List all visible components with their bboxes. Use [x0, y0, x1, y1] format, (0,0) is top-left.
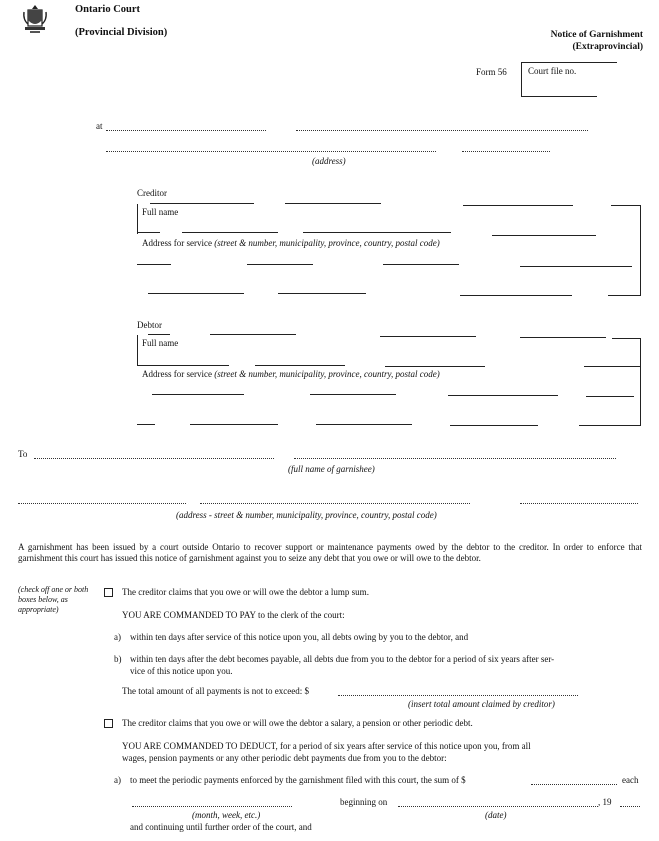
- creditor-rule: [608, 295, 641, 296]
- debtor-rule: [210, 334, 296, 335]
- lump-item-b-marker: b): [114, 654, 122, 664]
- debtor-rule: [520, 337, 606, 338]
- creditor-full-name-label: Full name: [142, 207, 179, 217]
- creditor-rule: [383, 264, 459, 265]
- creditor-rule: [611, 205, 641, 206]
- creditor-bracket-left: [137, 204, 138, 234]
- total-amount-label: The total amount of all payments is not to exceed: $: [122, 686, 309, 696]
- deduct-command-line1: YOU ARE COMMANDED TO DEDUCT, for a period of six years after service of this notice upon you, from all: [122, 741, 531, 751]
- garnishee-address-caption: (address - street & number, municipality, province, country, postal code): [176, 510, 437, 520]
- creditor-rule: [148, 293, 244, 294]
- garnishee-address-field[interactable]: [18, 503, 186, 504]
- date-caption: (date): [485, 810, 507, 820]
- creditor-rule: [520, 266, 632, 267]
- periodic-amount-field[interactable]: [531, 784, 617, 785]
- lump-item-a-marker: a): [114, 632, 121, 642]
- court-address-field-2[interactable]: [462, 151, 550, 152]
- court-division: (Provincial Division): [75, 27, 168, 38]
- creditor-rule: [463, 205, 573, 206]
- lump-item-b-line1: within ten days after the debt becomes payable, all debts due from you to the debtor for a period of six years after ser-: [130, 654, 555, 664]
- periodic-item-a-marker: a): [114, 775, 121, 785]
- debtor-heading: Debtor: [137, 320, 162, 330]
- court-location-field-2[interactable]: [296, 130, 588, 131]
- continuing-text: and continuing until further order of the court, and: [130, 822, 312, 832]
- debtor-rule: [380, 336, 476, 337]
- debtor-rule: [190, 424, 278, 425]
- court-file-box-top: [521, 62, 617, 63]
- total-amount-field[interactable]: [338, 695, 578, 696]
- creditor-address-label-main: Address for service: [142, 238, 212, 248]
- debtor-rule: [584, 366, 640, 367]
- debtor-rule: [448, 395, 558, 396]
- debtor-address-label-main: Address for service: [142, 369, 212, 379]
- debtor-full-name-field[interactable]: [137, 365, 229, 366]
- court-file-label: Court file no.: [528, 66, 577, 76]
- year-prefix: , 19: [598, 797, 612, 807]
- form-subtitle: (Extraprovincial): [572, 42, 643, 52]
- creditor-address-field[interactable]: [137, 264, 171, 265]
- creditor-address-label: [142, 238, 440, 249]
- court-file-box-bottom: [521, 96, 597, 97]
- periodic-debt-checkbox[interactable]: [104, 719, 113, 728]
- beginning-date-field[interactable]: [398, 806, 598, 807]
- lump-item-b-line2: vice of this notice upon you.: [130, 666, 233, 676]
- creditor-full-name-field[interactable]: [138, 232, 160, 233]
- each-label: each: [622, 775, 639, 785]
- court-address-field[interactable]: [106, 151, 436, 152]
- garnishee-name-caption: (full name of garnishee): [288, 464, 375, 474]
- debtor-address-label-detail: (street & number, municipality, province, country, postal code): [214, 369, 440, 379]
- creditor-heading: Creditor: [137, 188, 167, 198]
- lump-sum-checkbox[interactable]: [104, 588, 113, 597]
- garnishee-address-field-3[interactable]: [520, 503, 638, 504]
- debtor-rule: [385, 366, 485, 367]
- garnishee-name-field[interactable]: [34, 458, 274, 459]
- debtor-rule: [586, 396, 634, 397]
- periodic-item-a: to meet the periodic payments enforced by the garnishment filed with this court, the sum of $: [130, 775, 466, 785]
- garnishee-address-field-2[interactable]: [200, 503, 470, 504]
- debtor-rule: [255, 365, 345, 366]
- debtor-bracket-left: [137, 335, 138, 365]
- lump-sum-claim: The creditor claims that you owe or will owe the debtor a lump sum.: [122, 587, 369, 597]
- debtor-bracket-right: [640, 338, 641, 426]
- creditor-address-label-detail: (street & number, municipality, province, country, postal code): [214, 238, 440, 248]
- debtor-rule: [137, 424, 155, 425]
- form-number: Form 56: [476, 67, 507, 77]
- debtor-rule: [612, 338, 640, 339]
- deduct-command-line2: wages, pension payments or any other periodic debt payments due from you to the debtor:: [122, 753, 447, 763]
- court-file-box-left: [521, 62, 522, 96]
- total-amount-caption: (insert total amount claimed by creditor): [408, 699, 555, 709]
- lump-item-a: within ten days after service of this notice upon you, all debts owing by you to the debtor, and: [130, 632, 469, 642]
- at-label: at: [96, 121, 103, 131]
- garnishee-name-field-2[interactable]: [294, 458, 616, 459]
- address-caption: (address): [312, 156, 346, 166]
- beginning-label: beginning on: [340, 797, 388, 807]
- period-field[interactable]: [132, 806, 292, 807]
- debtor-address-label: [142, 369, 440, 380]
- creditor-rule: [247, 264, 313, 265]
- creditor-rule: [303, 232, 451, 233]
- intro-paragraph: A garnishment has been issued by a court outside Ontario to recover support or maintenance payments owed by the debtor to the creditor. In order to enforce that garnishment this court has issued this notice of garnishment against you to seize any debt that you owe or will owe to the debtor.: [18, 542, 642, 563]
- year-field[interactable]: [620, 806, 640, 807]
- side-note: (check off one or both boxes below, as appropriate): [18, 585, 89, 614]
- debtor-address-field[interactable]: [152, 394, 244, 395]
- form-title: Notice of Garnishment: [550, 30, 643, 40]
- creditor-rule: [492, 235, 596, 236]
- debtor-rule: [316, 424, 412, 425]
- debtor-rule: [310, 394, 396, 395]
- debtor-rule: [579, 425, 641, 426]
- debtor-rule: [148, 334, 170, 335]
- court-name: Ontario Court: [75, 4, 141, 15]
- periodic-claim: The creditor claims that you owe or will owe the debtor a salary, a pension or other periodic debt.: [122, 718, 473, 728]
- pay-command: YOU ARE COMMANDED TO PAY to the clerk of the court:: [122, 610, 345, 620]
- creditor-rule: [182, 232, 278, 233]
- coat-of-arms-logo: [22, 4, 48, 34]
- to-label: To: [18, 449, 28, 459]
- creditor-rule: [285, 203, 381, 204]
- creditor-rule: [278, 293, 366, 294]
- debtor-rule: [450, 425, 538, 426]
- period-caption: (month, week, etc.): [192, 810, 261, 820]
- debtor-full-name-label: Full name: [142, 338, 179, 348]
- court-location-field[interactable]: [106, 130, 266, 131]
- creditor-rule: [460, 295, 572, 296]
- creditor-rule: [150, 203, 254, 204]
- creditor-bracket-right: [640, 205, 641, 296]
